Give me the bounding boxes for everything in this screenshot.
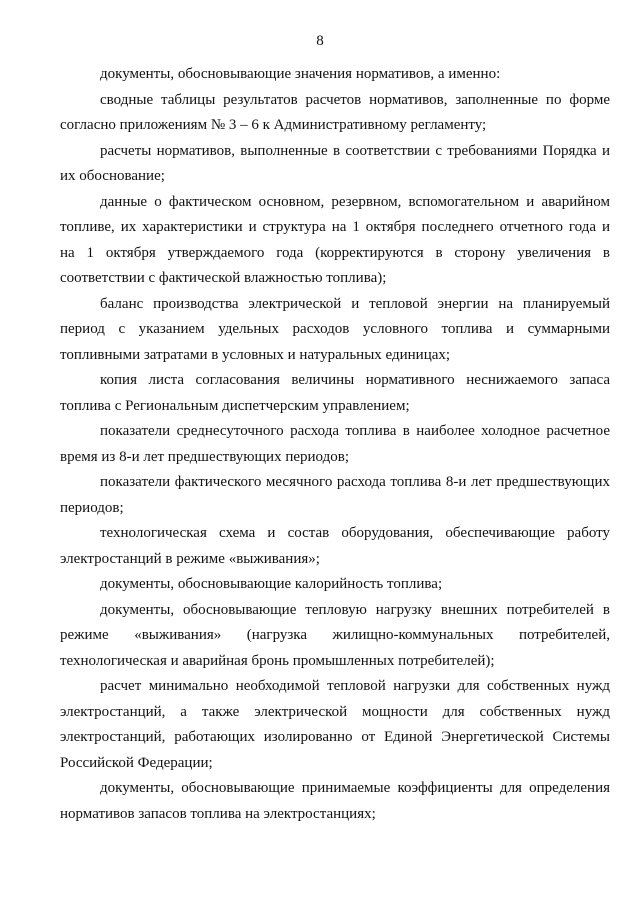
paragraph-line: соответствии с фактической влажностью топлива); <box>60 270 387 286</box>
paragraph-line: топливными затратами в условных и натуральных единицах; <box>60 346 451 363</box>
paragraph-line: Российской Федерации; <box>60 754 213 771</box>
paragraph-line: документы, обосновывающие калорийность топлива; <box>100 576 443 592</box>
paragraph-line: время из 8-и лет предшествующих периодов; <box>60 448 349 465</box>
paragraph <box>60 368 610 419</box>
paragraph-line: технологическая и аварийная бронь промышленных потребителей); <box>60 652 495 669</box>
paragraph-line: режиме «выживания» (нагрузка жилищно-коммунальных потребителей, <box>60 627 610 643</box>
paragraph-line: технологическая схема и состав оборудования, обеспечивающие работу <box>100 525 610 541</box>
page-number: 8 <box>316 33 324 49</box>
paragraph <box>60 572 610 598</box>
document-body <box>60 62 610 827</box>
paragraph-line: электростанций, работающих изолированно от Единой Энергетической Системы <box>60 729 610 745</box>
paragraph-line: нормативов запасов топлива на электростанциях; <box>60 805 376 822</box>
paragraph <box>60 88 610 139</box>
paragraph-line: показатели среднесуточного расхода топлива в наиболее холодное расчетное <box>100 423 610 439</box>
paragraph <box>60 62 610 88</box>
paragraph-line: их обоснование; <box>60 168 165 184</box>
paragraph <box>60 521 610 572</box>
paragraph-line: топлива с Региональным диспетчерским управлением; <box>60 397 410 414</box>
paragraph-line: топливе, их характеристики и структура на 1 октября последнего отчетного года и <box>60 219 610 235</box>
paragraph <box>60 139 610 190</box>
paragraph-line: электростанций, а также электрической мощности для собственных нужд <box>60 703 610 720</box>
paragraph <box>60 598 610 675</box>
paragraph-line: на 1 октября утверждаемого года (корректируются в сторону увеличения в <box>60 244 610 261</box>
paragraph-line: баланс производства электрической и тепловой энергии на планируемый <box>100 295 610 312</box>
paragraph-line: документы, обосновывающие значения нормативов, а именно: <box>100 66 501 82</box>
paragraph <box>60 470 610 521</box>
paragraph-line: данные о фактическом основном, резервном, вспомогательном и аварийном <box>100 193 610 210</box>
paragraph-line: расчеты нормативов, выполненные в соответствии с требованиями Порядка и <box>100 142 610 159</box>
paragraph <box>60 674 610 776</box>
paragraph-line: показатели фактического месячного расхода топлива 8-и лет предшествующих <box>100 474 610 490</box>
paragraph-line: расчет минимально необходимой тепловой нагрузки для собственных нужд <box>100 678 610 694</box>
paragraph <box>60 292 610 369</box>
paragraph-line: документы, обосновывающие принимаемые коэффициенты для определения <box>100 780 610 796</box>
paragraph <box>60 419 610 470</box>
paragraph <box>60 776 610 827</box>
paragraph-line: копия листа согласования величины нормативного неснижаемого запаса <box>100 372 610 388</box>
paragraph-line: периодов; <box>60 499 124 516</box>
paragraph-line: электростанций в режиме «выживания»; <box>60 550 320 567</box>
paragraph-line: согласно приложениям № 3 – 6 к Административному регламенту; <box>60 117 487 133</box>
paragraph-line: период с указанием удельных расходов условного топлива и суммарными <box>60 321 610 337</box>
paragraph-line: сводные таблицы результатов расчетов нормативов, заполненные по форме <box>100 91 610 108</box>
paragraph <box>60 190 610 292</box>
paragraph-line: документы, обосновывающие тепловую нагрузку внешних потребителей в <box>100 601 610 618</box>
